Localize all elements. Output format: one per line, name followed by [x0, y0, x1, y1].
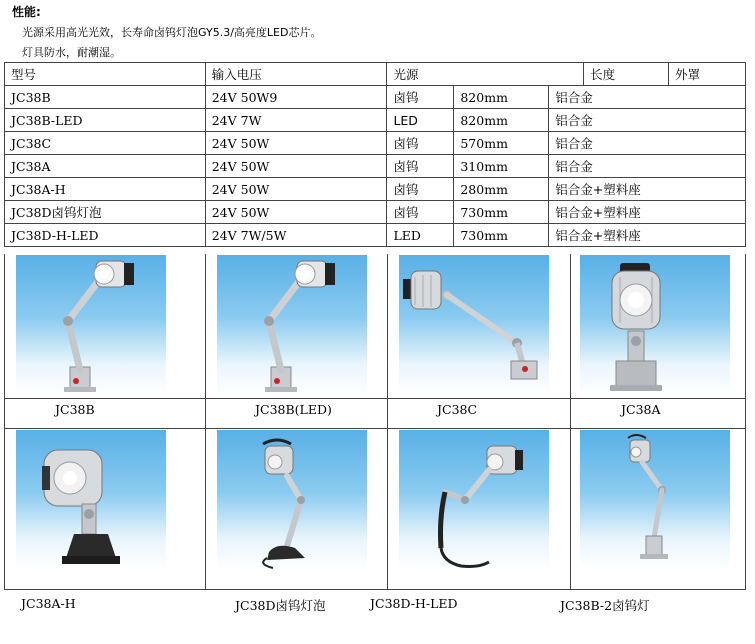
performance-line-1: 光源采用高光光效，长寿命卤钨灯泡GY5.3/高亮度LED芯片。: [22, 26, 322, 39]
cell-cover: 铝合金+塑料座: [549, 178, 746, 201]
table-row: [5, 201, 746, 224]
cell-voltage: 24V 7W/5W: [205, 224, 387, 247]
cell-voltage: 24V 50W: [205, 178, 387, 201]
cell-model: JC38B: [5, 86, 206, 109]
lamp-jc38d-photo: [217, 430, 367, 570]
cell-source: 卤钨: [387, 132, 454, 155]
spec-table: [4, 62, 746, 247]
caption-jc38d: JC38D卤钨灯泡: [235, 598, 326, 613]
cell-voltage: 24V 50W9: [205, 86, 387, 109]
table-row: [5, 224, 746, 247]
table-row: [5, 86, 746, 109]
performance-heading: 性能:: [12, 5, 41, 19]
caption-jc38d-h-led: JC38D-H-LED: [370, 596, 458, 611]
cell-model: JC38A: [5, 155, 206, 178]
header-model: 型号: [5, 63, 206, 86]
lamp-jc38a-h-photo: [16, 430, 166, 570]
lamp-jc38b-photo: [16, 255, 166, 395]
grid-line: [4, 398, 746, 399]
cell-source: 卤钨: [387, 86, 454, 109]
table-row: [5, 155, 746, 178]
cell-cover: 铝合金: [549, 109, 746, 132]
cell-cover: 铝合金: [549, 86, 746, 109]
cell-source: 卤钨: [387, 201, 454, 224]
lamp-jc38c-photo: [399, 255, 549, 395]
cell-model: JC38D-H-LED: [5, 224, 206, 247]
cell-voltage: 24V 50W: [205, 155, 387, 178]
cell-voltage: 24V 50W: [205, 201, 387, 224]
spec-table-header: [5, 63, 746, 86]
header-length: 长度: [584, 63, 669, 86]
cell-voltage: 24V 50W: [205, 132, 387, 155]
caption-jc38b-led: JC38B(LED): [255, 402, 332, 417]
grid-line: [745, 254, 746, 590]
lamp-jc38d-h-led-photo: [399, 430, 549, 570]
cell-length: 820mm: [454, 86, 549, 109]
grid-line: [4, 589, 746, 590]
cell-cover: 铝合金: [549, 132, 746, 155]
grid-line: [387, 254, 388, 590]
caption-jc38c: JC38C: [437, 402, 478, 417]
cell-cover: 铝合金+塑料座: [549, 224, 746, 247]
cell-length: 730mm: [454, 201, 549, 224]
lamp-jc38b-2-photo: [580, 430, 730, 570]
cell-voltage: 24V 7W: [205, 109, 387, 132]
cell-model: JC38D卤钨灯泡: [5, 201, 206, 224]
cell-length: 280mm: [454, 178, 549, 201]
lamp-jc38b-led-photo: [217, 255, 367, 395]
grid-line: [4, 254, 5, 590]
cell-cover: 铝合金: [549, 155, 746, 178]
cell-length: 310mm: [454, 155, 549, 178]
cell-source: 卤钨: [387, 178, 454, 201]
performance-section: [0, 0, 755, 62]
cell-source: LED: [387, 224, 454, 247]
caption-jc38b: JC38B: [55, 402, 95, 417]
table-row: [5, 178, 746, 201]
performance-line-2: 灯具防水，耐潮湿。: [22, 46, 121, 59]
lamp-jc38a-photo: [580, 255, 730, 395]
table-row: [5, 109, 746, 132]
product-gallery: [4, 254, 746, 613]
header-voltage: 输入电压: [205, 63, 387, 86]
caption-jc38a: JC38A: [621, 402, 661, 417]
cell-model: JC38A-H: [5, 178, 206, 201]
grid-line: [205, 254, 206, 590]
table-row: [5, 132, 746, 155]
cell-length: 730mm: [454, 224, 549, 247]
cell-model: JC38C: [5, 132, 206, 155]
cell-length: 820mm: [454, 109, 549, 132]
caption-jc38b-2: JC38B-2卤钨灯: [560, 598, 650, 613]
cell-length: 570mm: [454, 132, 549, 155]
cell-cover: 铝合金+塑料座: [549, 201, 746, 224]
cell-source: LED: [387, 109, 454, 132]
header-cover: 外罩: [669, 63, 746, 86]
cell-source: 卤钨: [387, 155, 454, 178]
header-source: 光源: [387, 63, 584, 86]
grid-line: [4, 428, 746, 429]
caption-jc38a-h: JC38A-H: [21, 596, 76, 611]
cell-model: JC38B-LED: [5, 109, 206, 132]
grid-line: [570, 254, 571, 590]
